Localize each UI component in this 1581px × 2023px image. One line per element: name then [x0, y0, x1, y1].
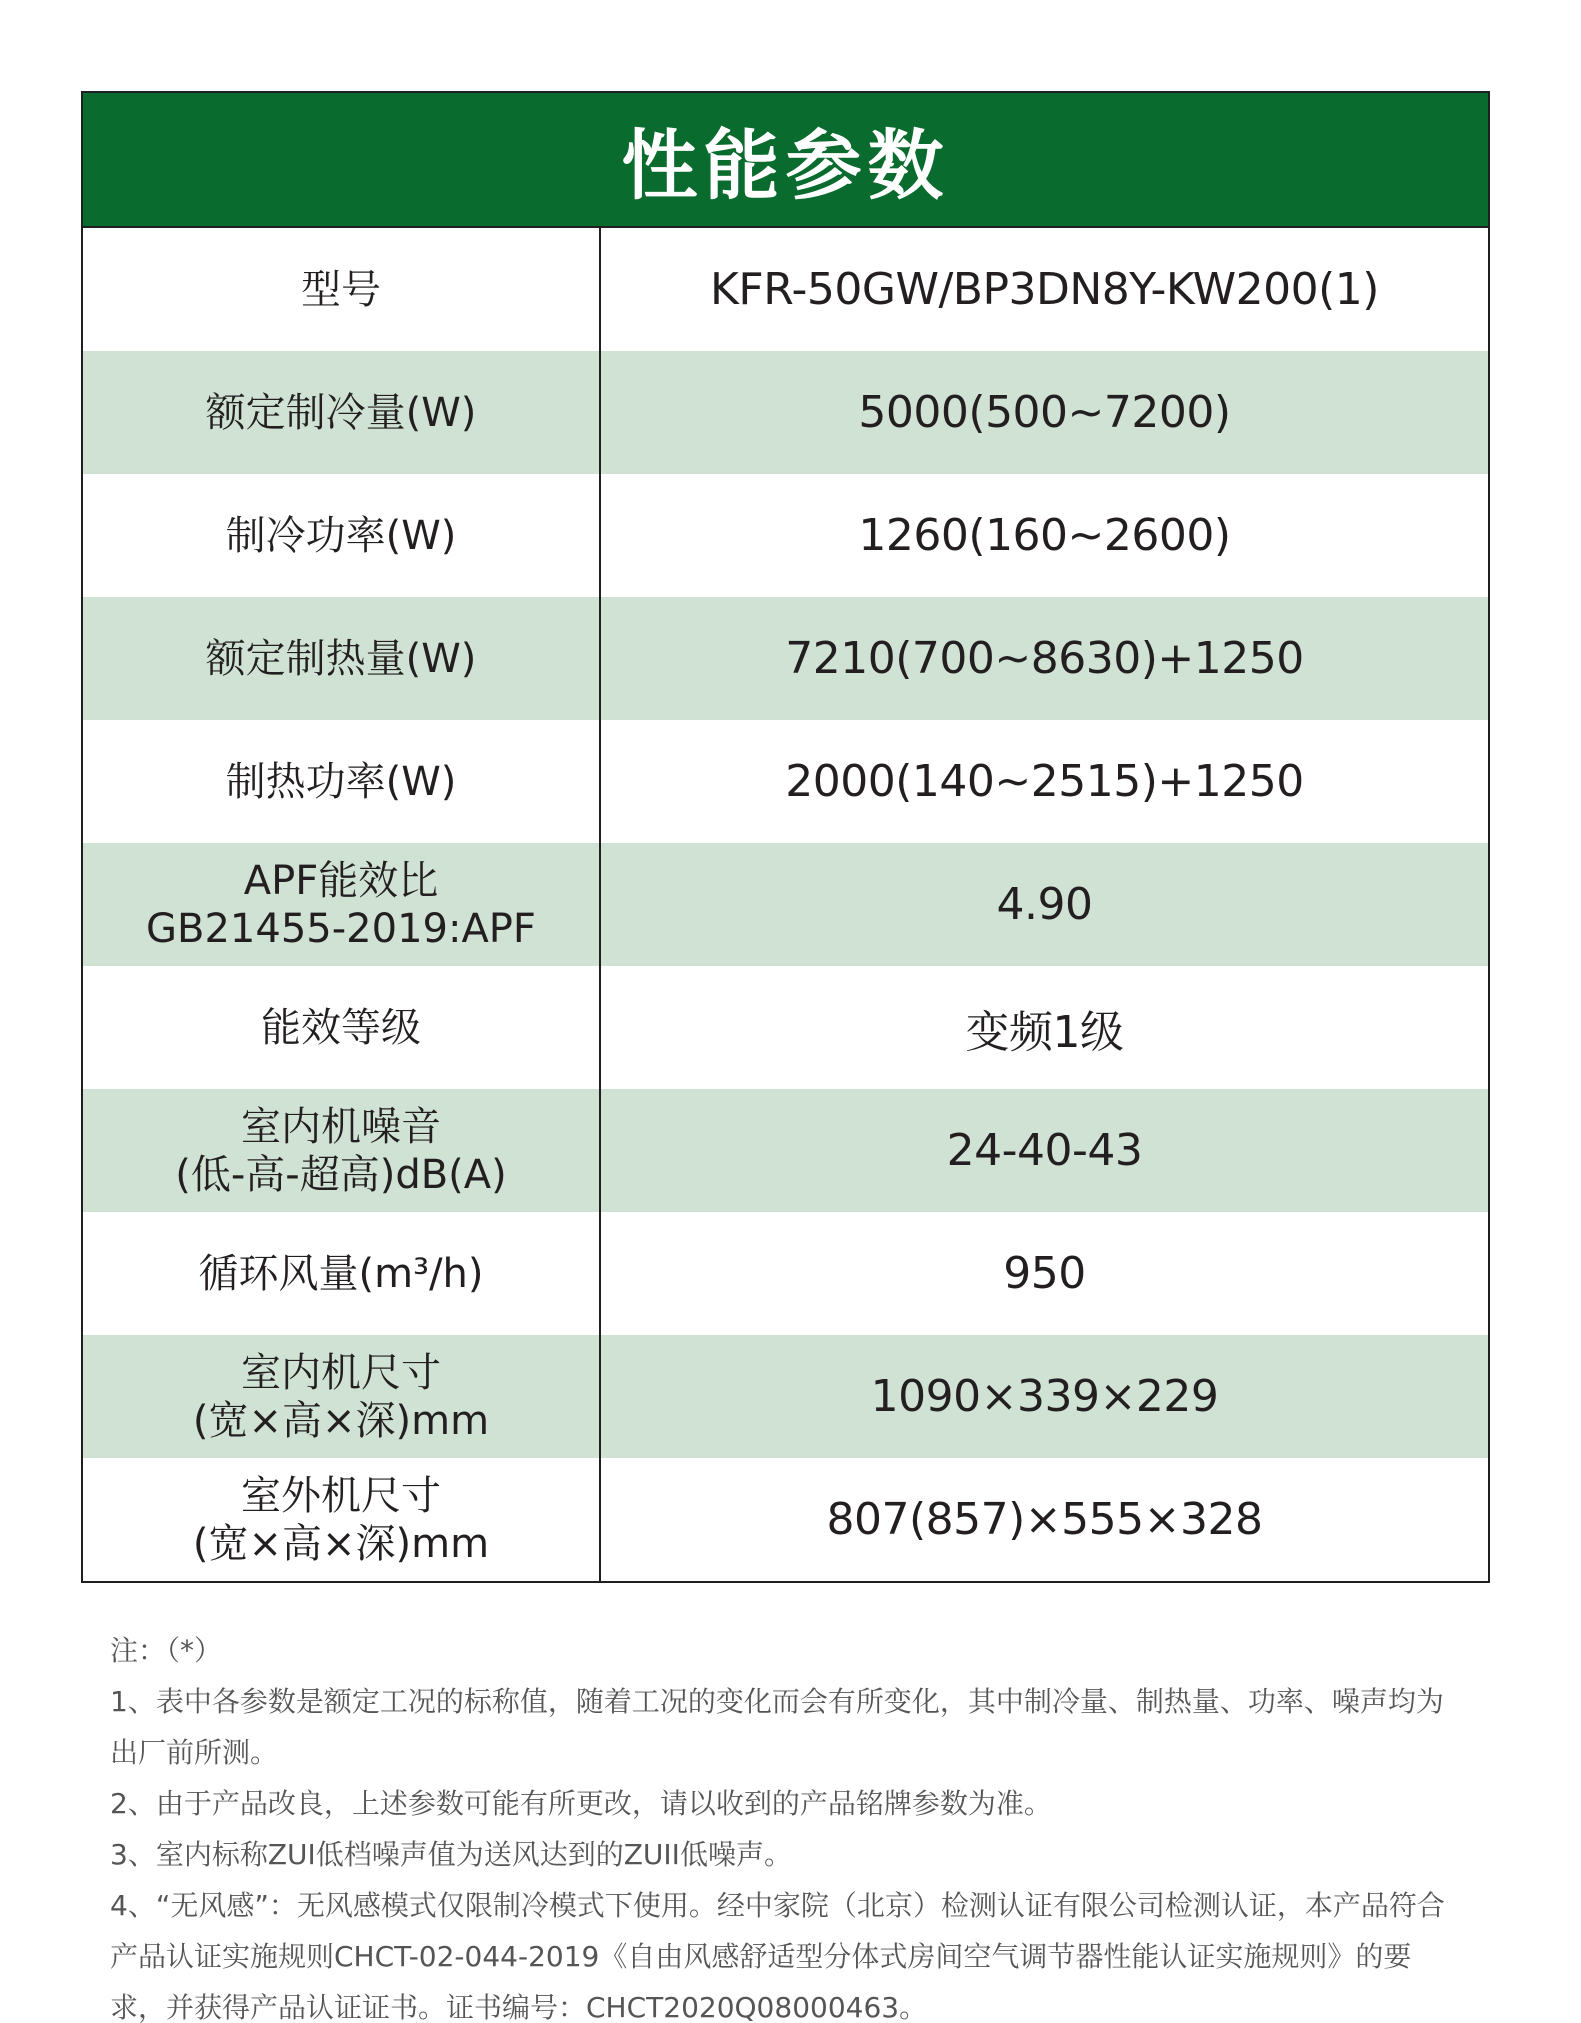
spec-label-line: (低-高-超高)dB(A) — [175, 1151, 507, 1198]
spec-row — [83, 966, 1488, 1089]
note-item-1: 1、表中各参数是额定工况的标称值，随着工况的变化而会有所变化，其中制冷量、制热量、功率、噪声均为出厂前所测。 — [110, 1685, 1444, 1769]
spec-label — [83, 1458, 601, 1581]
spec-value: 807(857)×555×328 — [826, 1494, 1263, 1545]
note-item-4: 4、“无风感”：无风感模式仅限制冷模式下使用。经中家院（北京）检测认证有限公司检测认证，本产品符合产品认证实施规则CHCT-02-044-2019《自由风感舒适型分体式房间空气调节器性能认证实施规则》的要求，并获得产品认证证书。证书编号：CHCT2020Q08000463。 — [110, 1889, 1445, 2023]
spec-value: 2000(140~2515)+1250 — [785, 756, 1304, 807]
spec-label-line: 制热功率(W) — [225, 758, 457, 805]
spec-row — [83, 1089, 1488, 1212]
spec-label — [83, 1212, 601, 1335]
spec-label — [83, 966, 601, 1089]
spec-row — [83, 720, 1488, 843]
spec-label — [83, 597, 601, 720]
spec-label-line: 制冷功率(W) — [225, 512, 457, 559]
spec-label-line: (宽×高×深)mm — [192, 1397, 490, 1444]
spec-label-line: 室内机噪音 — [241, 1103, 441, 1150]
spec-row — [83, 474, 1488, 597]
spec-label-line: 额定制热量(W) — [205, 635, 477, 682]
spec-label-line: (宽×高×深)mm — [192, 1520, 490, 1567]
spec-label — [83, 843, 601, 966]
spec-row — [83, 1212, 1488, 1335]
spec-value: 5000(500~7200) — [858, 387, 1231, 438]
spec-row — [83, 1335, 1488, 1458]
spec-label-line: 能效等级 — [261, 1004, 421, 1051]
spec-rows — [83, 228, 1488, 1581]
spec-label — [83, 1089, 601, 1212]
spec-table-title: 性能参数 — [621, 121, 950, 210]
spec-label — [83, 351, 601, 474]
spec-value: 4.90 — [996, 879, 1093, 930]
spec-value: 7210(700~8630)+1250 — [785, 633, 1304, 684]
spec-label — [83, 474, 601, 597]
spec-table-header — [83, 93, 1488, 228]
notes-heading: 注：（*） — [110, 1634, 223, 1667]
note-item-2: 2、由于产品改良，上述参数可能有所更改，请以收到的产品铭牌参数为准。 — [110, 1787, 1052, 1820]
spec-row — [83, 597, 1488, 720]
spec-label-line: 额定制冷量(W) — [205, 389, 477, 436]
spec-value: 变频1级 — [965, 1006, 1124, 1058]
spec-value: 1090×339×229 — [870, 1371, 1219, 1422]
spec-label — [83, 1335, 601, 1458]
spec-row — [83, 843, 1488, 966]
spec-label-line: 室外机尺寸 — [241, 1472, 441, 1519]
spec-label-line: 室内机尺寸 — [241, 1349, 441, 1396]
spec-label-line: 循环风量(m³/h) — [198, 1250, 484, 1297]
spec-label-line: 型号 — [301, 266, 381, 313]
spec-label — [83, 720, 601, 843]
notes-section — [110, 1625, 1450, 2023]
spec-row — [83, 351, 1488, 474]
spec-label — [83, 228, 601, 351]
spec-row — [83, 228, 1488, 351]
spec-value: 24-40-43 — [946, 1125, 1143, 1176]
spec-table — [81, 91, 1490, 1583]
spec-label-line: GB21455-2019:APF — [146, 905, 536, 952]
spec-label-line: APF能效比 — [243, 857, 439, 904]
spec-value: KFR-50GW/BP3DN8Y-KW200(1) — [710, 264, 1379, 315]
spec-row — [83, 1458, 1488, 1581]
note-item-3: 3、室内标称ZUI低档噪声值为送风达到的ZUII低噪声。 — [110, 1838, 792, 1871]
spec-value: 1260(160~2600) — [858, 510, 1231, 561]
spec-value: 950 — [1003, 1248, 1086, 1299]
